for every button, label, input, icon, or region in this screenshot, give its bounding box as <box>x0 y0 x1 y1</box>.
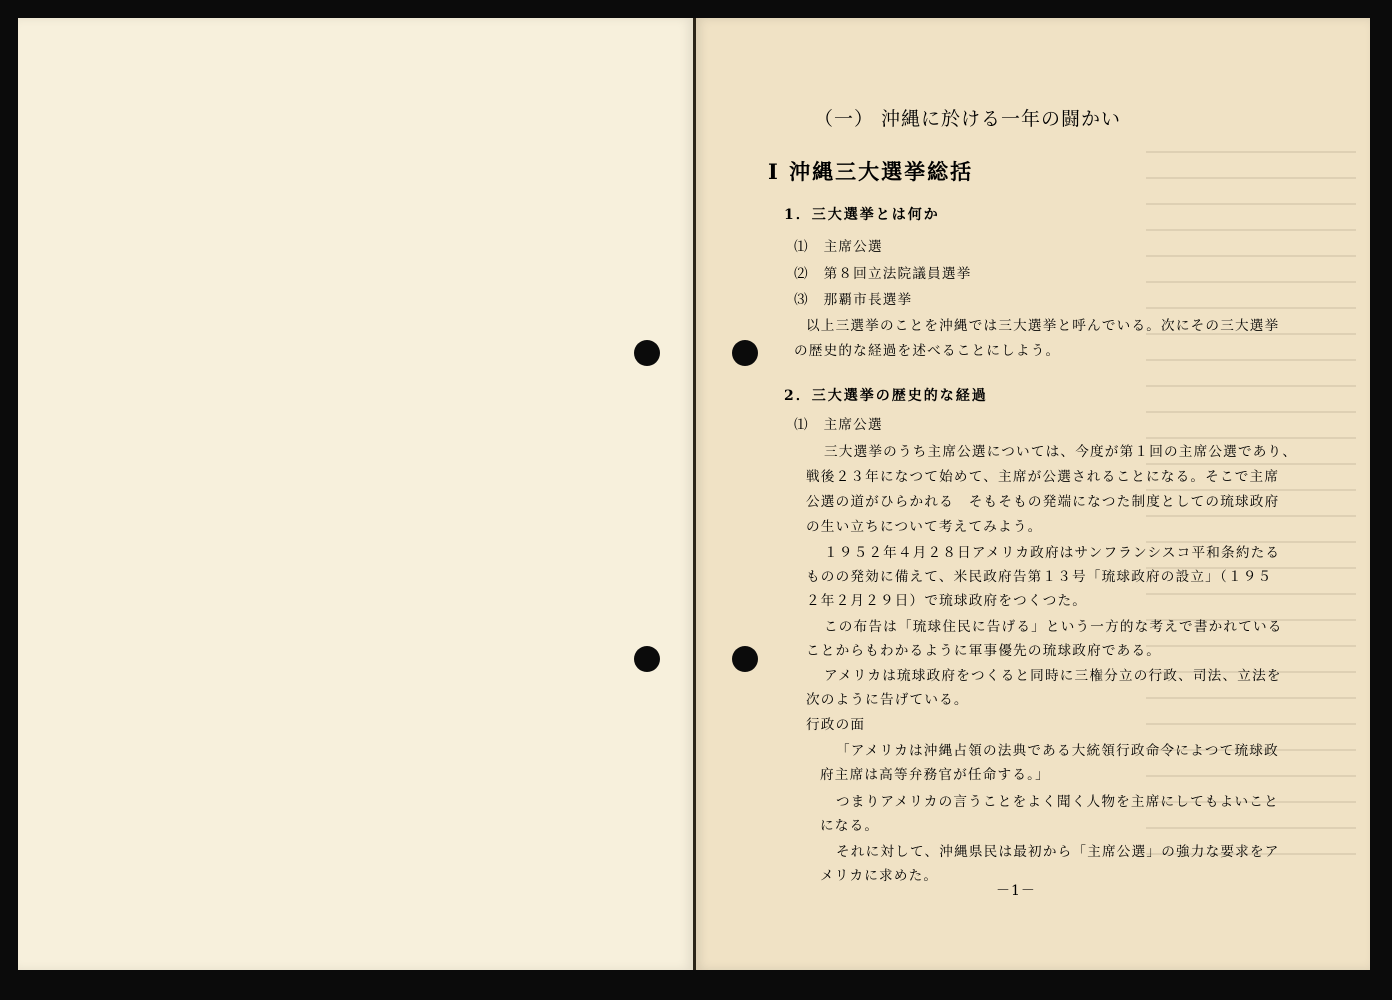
binder-hole-lower-right <box>732 646 758 672</box>
binder-hole-lower-left <box>634 646 660 672</box>
paragraph-line: の生い立ちについて考えてみよう。 <box>806 519 1043 535</box>
list-item: ⑵ 第８回立法院議員選挙 <box>794 266 972 282</box>
section-title: （一） 沖縄に於ける一年の闘かい <box>814 108 1122 130</box>
page-number: －1－ <box>996 883 1036 899</box>
paragraph-line: 三大選挙のうち主席公選については、今度が第１回の主席公選であり、 <box>824 444 1298 460</box>
binder-hole-upper-left <box>634 340 660 366</box>
paragraph-line: つまりアメリカの言うことをよく聞く人物を主席にしてもよいこと <box>836 794 1279 810</box>
sub-heading: ⑴ 主席公選 <box>794 417 883 433</box>
paragraph-line: メリカに求めた。 <box>820 868 939 884</box>
binder-hole-upper-right <box>732 340 758 366</box>
paragraph-line: それに対して、沖縄県民は最初から「主席公選」の強力な要求をア <box>836 844 1280 860</box>
paragraph-line: ことからもわかるように軍事優先の琉球政府である。 <box>806 643 1162 659</box>
paragraph-line: ２年２月２９日）で琉球政府をつくつた。 <box>806 593 1088 609</box>
text-right-page <box>696 18 1370 970</box>
chapter-title: Ⅰ 沖縄三大選挙総括 <box>768 159 974 184</box>
paragraph-line: の歴史的な経過を述べることにしよう。 <box>794 343 1061 359</box>
list-item: ⑴ 主席公選 <box>794 239 883 255</box>
paragraph-line: 以上三選挙のことを沖縄では三大選挙と呼んでいる。次にその三大選挙 <box>806 318 1280 334</box>
heading-historical-course: 2．三大選挙の歴史的な経過 <box>784 388 988 404</box>
quote-line: 「アメリカは沖縄占領の法典である大統領行政命令によつて琉球政 <box>836 743 1279 759</box>
list-item: ⑶ 那覇市長選挙 <box>794 292 913 308</box>
quote-line: 府主席は高等弁務官が任命する。」 <box>820 767 1050 783</box>
paragraph-line: になる。 <box>820 818 880 834</box>
paragraph-line: 戦後２３年になつて始めて、主席が公選されることになる。そこで主席 <box>806 469 1280 485</box>
label-administration: 行政の面 <box>806 717 866 733</box>
paragraph-line: ものの発効に備えて、米民政府告第１３号「琉球政府の設立」（１９５ <box>806 569 1273 585</box>
blank-left-page <box>18 18 694 970</box>
heading-what-are-three-elections: 1．三大選挙とは何か <box>784 207 940 223</box>
paragraph-line: 公選の道がひらかれる そもそもの発端になつた制度としての琉球政府 <box>806 494 1280 510</box>
paragraph-line: １９５２年４月２８日アメリカ政府はサンフランシスコ平和条約たる <box>824 545 1281 561</box>
paragraph-line: アメリカは琉球政府をつくると同時に三権分立の行政、司法、立法を <box>824 668 1282 684</box>
paragraph-line: この布告は「琉球住民に告げる」という一方的な考えで書かれている <box>824 619 1283 635</box>
paragraph-line: 次のように告げている。 <box>806 692 969 708</box>
